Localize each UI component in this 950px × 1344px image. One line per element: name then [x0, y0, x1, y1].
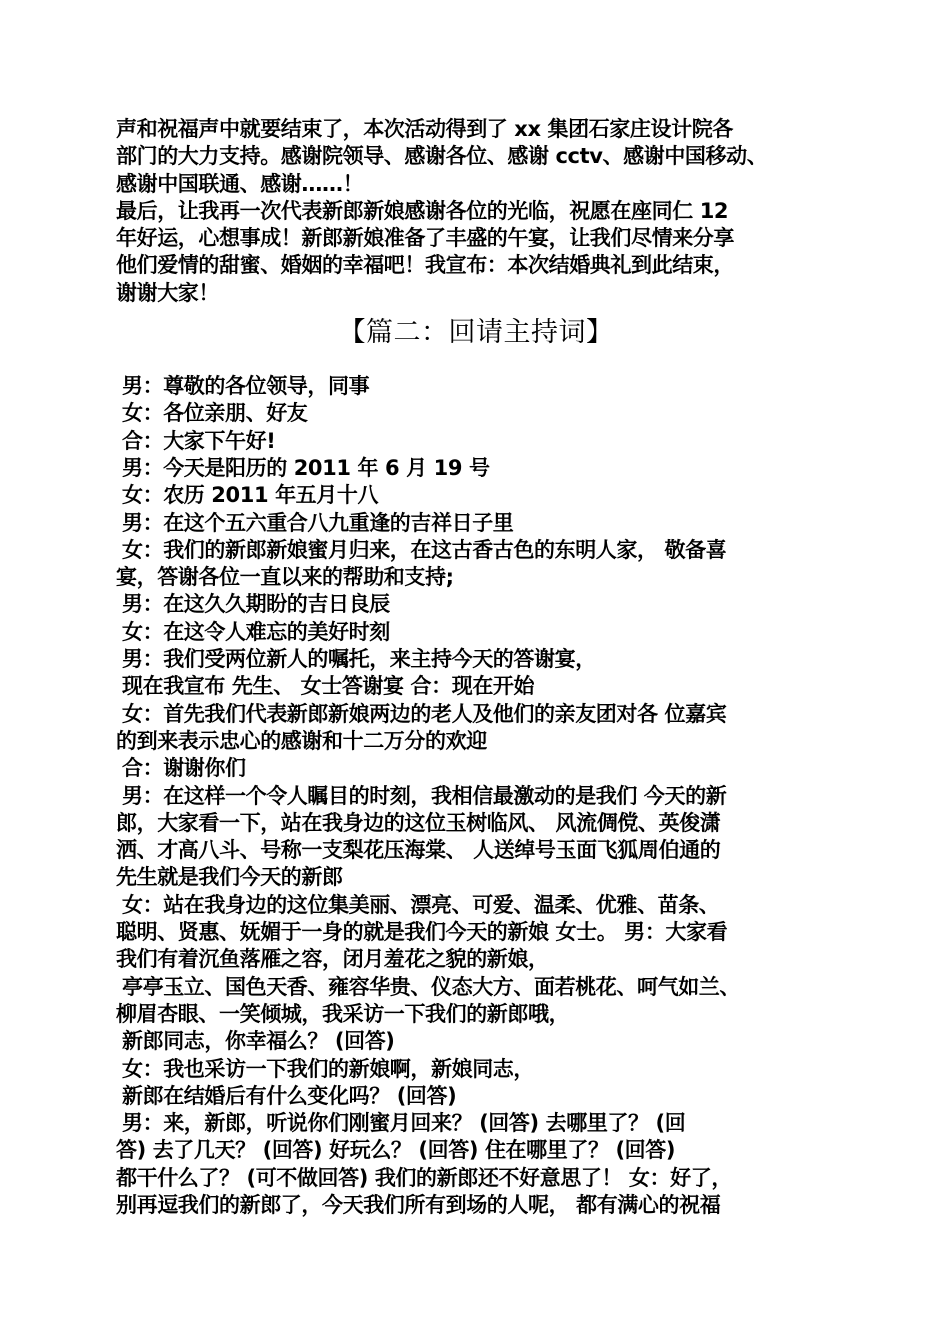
script-line: 答) 去了几天？ (回答) 好玩么？ (回答) 住在哪里了？ (回答)	[116, 1138, 676, 1163]
text-line: 感谢中国联通、感谢……！	[116, 171, 364, 196]
section-heading: 【篇二：回请主持词】	[338, 317, 614, 349]
script-line: 别再逗我们的新郎了，今天我们所有到场的人呢， 都有满心的祝福	[116, 1192, 721, 1217]
script-line: 先生就是我们今天的新郎	[116, 865, 343, 890]
script-line: 男：在这久久期盼的吉日良辰	[122, 592, 390, 617]
script-line: 女：我也采访一下我们的新娘啊，新娘同志，	[122, 1056, 534, 1081]
text-line: 最后，让我再一次代表新郎新娘感谢各位的光临，祝愿在座同仁 12	[116, 198, 729, 223]
text-line: 年好运，心想事成！新郎新娘准备了丰盛的午宴，让我们尽情来分享	[116, 226, 734, 251]
script-line: 现在我宣布 先生、 女士答谢宴 合：现在开始	[122, 674, 535, 699]
script-body	[116, 373, 836, 1219]
script-line: 合：大家下午好!	[122, 428, 276, 453]
script-line: 男：在这样一个令人瞩目的时刻，我相信最激动的是我们 今天的新	[122, 783, 727, 808]
script-line: 女：站在我身边的这位集美丽、漂亮、可爱、温柔、优雅、苗条、	[122, 892, 720, 917]
script-line: 亭亭玉立、国色天香、雍容华贵、仪态大方、面若桃花、呵气如兰、	[122, 974, 740, 999]
script-line: 女：首先我们代表新郎新娘两边的老人及他们的亲友团对各 位嘉宾	[122, 701, 727, 726]
script-line: 新郎同志，你幸福么？ (回答)	[122, 1029, 395, 1054]
script-line: 男：尊敬的各位领导，同事	[122, 374, 370, 399]
script-line: 男：今天是阳历的 2011 年 6 月 19 号	[122, 455, 490, 480]
script-line: 郎，大家看一下，站在我身边的这位玉树临风、 风流倜傥、英俊潇	[116, 810, 721, 835]
script-line: 都干什么了？ (可不做回答) 我们的新郎还不好意思了！ 女：好了，	[116, 1165, 732, 1190]
script-line: 宴，答谢各位一直以来的帮助和支持;	[116, 565, 454, 590]
script-line: 男：在这个五六重合八九重逢的吉祥日子里	[122, 510, 514, 535]
text-line: 部门的大力支持。感谢院领导、感谢各位、感谢 cctv、感谢中国移动、	[116, 144, 768, 169]
script-line: 女：各位亲朋、好友	[122, 401, 308, 426]
script-line: 男：来，新郎，听说你们刚蜜月回来？ (回答) 去哪里了？ (回	[122, 1111, 686, 1136]
text-line: 他们爱情的甜蜜、婚姻的幸福吧！我宣布：本次结婚典礼到此结束，	[116, 253, 734, 278]
intro-paragraph	[116, 116, 836, 307]
script-line: 女：在这令人难忘的美好时刻	[122, 619, 390, 644]
script-line: 新郎在结婚后有什么变化吗？ (回答)	[122, 1083, 457, 1108]
text-line: 谢谢大家！	[116, 280, 219, 305]
script-line: 的到来表示忠心的感谢和十二万分的欢迎	[116, 728, 487, 753]
text-line: 声和祝福声中就要结束了，本次活动得到了 xx 集团石家庄设计院各	[116, 117, 733, 141]
script-line: 聪明、贤惠、妩媚于一身的就是我们今天的新娘 女士。 男：大家看	[116, 920, 728, 945]
script-line: 洒、才高八斗、号称一支梨花压海棠、 人送绰号玉面飞狐周伯通的	[116, 838, 721, 863]
script-line: 合：谢谢你们	[122, 756, 246, 781]
script-line: 柳眉杏眼、一笑倾城，我采访一下我们的新郎哦，	[116, 1001, 570, 1026]
script-line: 我们有着沉鱼落雁之容，闭月羞花之貌的新娘，	[116, 947, 549, 972]
document-page	[116, 116, 836, 1219]
script-line: 女：农历 2011 年五月十八	[122, 483, 379, 508]
script-line: 女：我们的新郎新娘蜜月归来，在这古香古色的东明人家， 敬备喜	[122, 537, 727, 562]
script-line: 男：我们受两位新人的嘱托，来主持今天的答谢宴，	[122, 647, 596, 672]
